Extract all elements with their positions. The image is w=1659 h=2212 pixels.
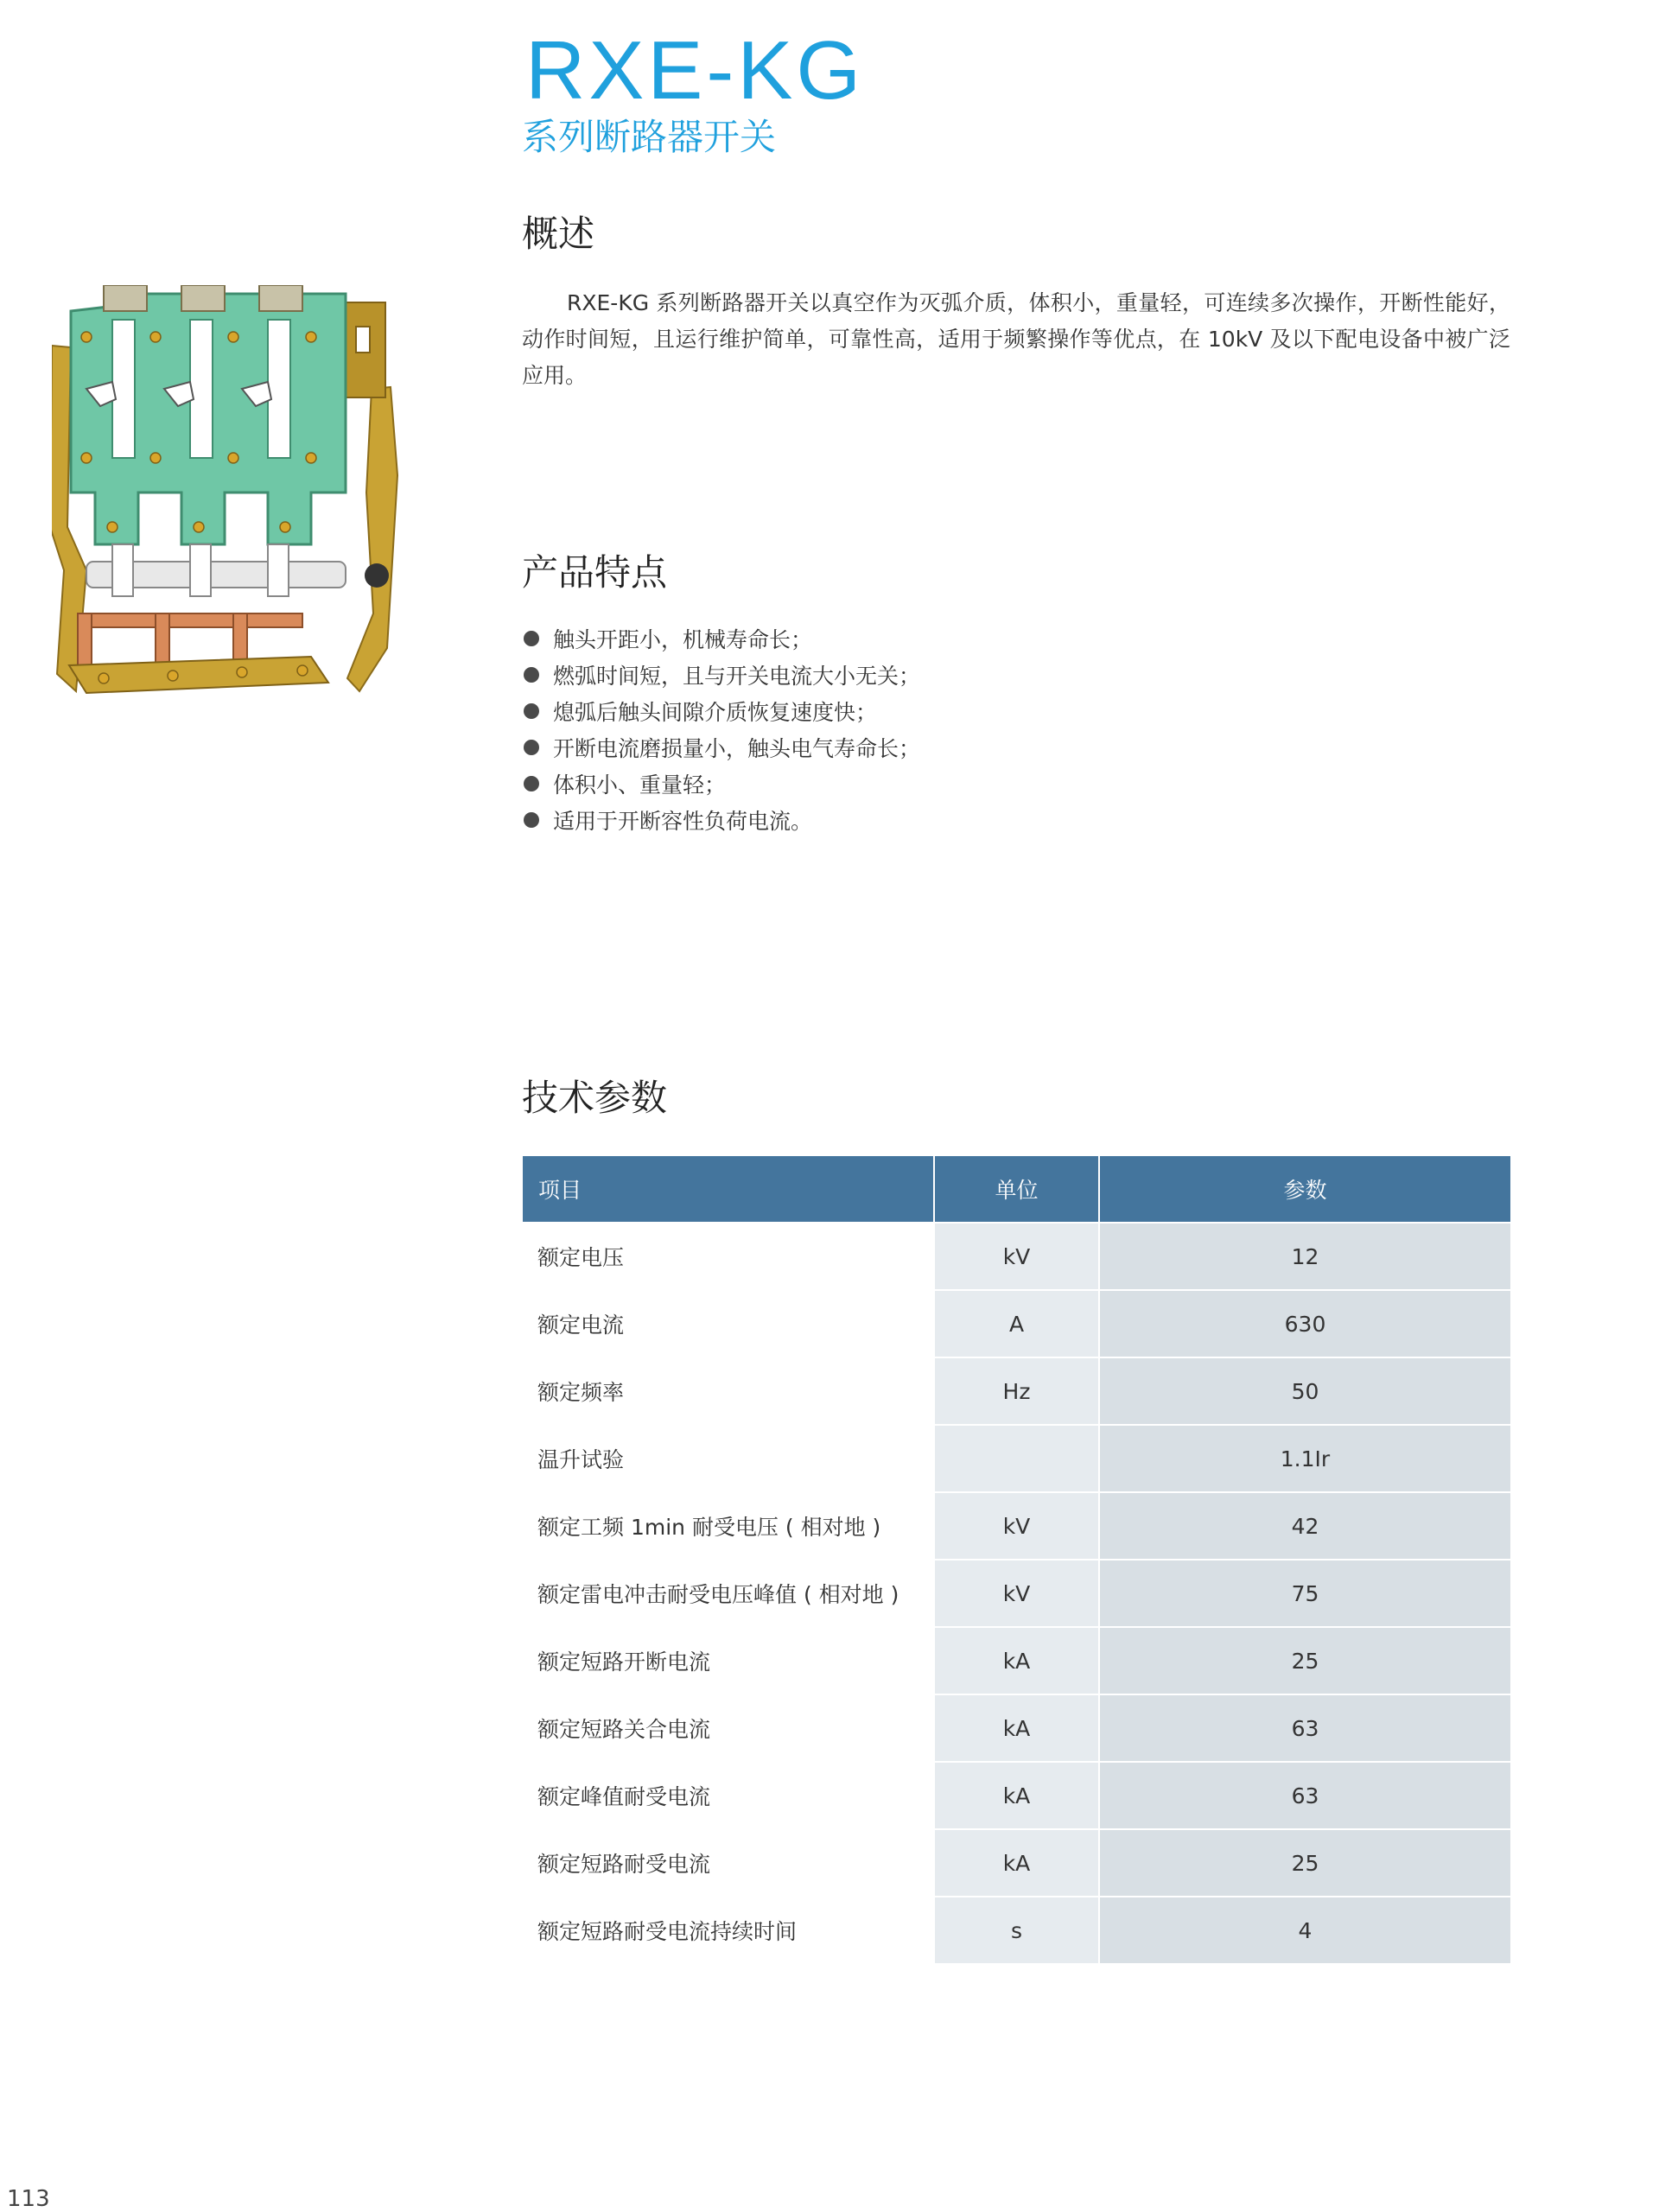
spec-value: 42 [1099,1492,1511,1560]
bullet-dot-icon [524,667,539,683]
feature-text: 适用于开断容性负荷电流。 [553,809,813,834]
spec-name: 额定短路耐受电流 [522,1829,934,1897]
spec-value: 63 [1099,1694,1511,1762]
spec-unit: kV [934,1223,1099,1290]
feature-item [522,766,920,802]
feature-text: 体积小、重量轻； [553,772,727,798]
spec-unit: kV [934,1560,1099,1627]
spec-row [522,1223,1511,1290]
header-unit: 单位 [934,1155,1099,1223]
spec-table [521,1154,1512,1963]
spec-unit: kA [934,1627,1099,1694]
spec-value: 25 [1099,1627,1511,1694]
spec-unit: A [934,1290,1099,1357]
spec-value: 1.1Ir [1099,1425,1511,1492]
spec-value: 4 [1099,1897,1511,1963]
spec-value: 63 [1099,1762,1511,1829]
page-number: 113 [7,2186,50,2212]
feature-text: 熄弧后触头间隙介质恢复速度快； [553,700,878,725]
spec-name: 额定频率 [522,1357,934,1425]
bullet-dot-icon [524,812,539,828]
spec-row [522,1762,1511,1829]
spec-unit: s [934,1897,1099,1963]
spec-row [522,1694,1511,1762]
spec-row [522,1560,1511,1627]
spec-unit: kA [934,1694,1099,1762]
spec-header-row [522,1155,1511,1223]
spec-unit: kA [934,1762,1099,1829]
feature-item [522,657,920,693]
specs-title: 技术参数 [522,1077,668,1119]
spec-name: 额定电压 [522,1223,934,1290]
circuit-breaker-photo [52,285,415,700]
feature-text: 燃弧时间短，且与开关电流大小无关； [553,664,921,689]
feature-text: 触头开距小，机械寿命长； [553,627,813,652]
spec-unit: kA [934,1829,1099,1897]
spec-unit [934,1425,1099,1492]
spec-name: 额定短路关合电流 [522,1694,934,1762]
feature-item [522,693,920,729]
product-model-title: RXE-KG [525,24,865,117]
feature-item [522,802,920,838]
feature-item [522,729,920,766]
spec-value: 75 [1099,1560,1511,1627]
spec-value: 25 [1099,1829,1511,1897]
spec-row [522,1425,1511,1492]
overview-text: RXE-KG 系列断路器开关以真空作为灭弧介质，体积小，重量轻，可连续多次操作，开断性能好，动作时间短，且运行维护简单，可靠性高，适用于频繁操作等优点，在 10kV 及以下配电设备中被广泛应用。 [522,290,1510,388]
spec-name: 温升试验 [522,1425,934,1492]
spec-value: 50 [1099,1357,1511,1425]
feature-list [522,620,920,838]
bullet-dot-icon [524,776,539,791]
spec-row [522,1290,1511,1357]
bullet-dot-icon [524,703,539,719]
spec-name: 额定短路开断电流 [522,1627,934,1694]
bullet-dot-icon [524,631,539,646]
spec-value: 12 [1099,1223,1511,1290]
spec-unit: Hz [934,1357,1099,1425]
overview-title: 概述 [522,213,595,255]
spec-name: 额定工频 1min 耐受电压 ( 相对地 ) [522,1492,934,1560]
spec-unit: kV [934,1492,1099,1560]
spec-name: 额定短路耐受电流持续时间 [522,1897,934,1963]
header-item: 项目 [522,1155,934,1223]
spec-value: 630 [1099,1290,1511,1357]
spec-row [522,1492,1511,1560]
spec-row [522,1357,1511,1425]
feature-item [522,620,920,657]
spec-name: 额定峰值耐受电流 [522,1762,934,1829]
features-title: 产品特点 [522,551,668,594]
spec-name: 额定电流 [522,1290,934,1357]
spec-row [522,1897,1511,1963]
spec-row [522,1627,1511,1694]
spec-name: 额定雷电冲击耐受电压峰值 ( 相对地 ) [522,1560,934,1627]
header-value: 参数 [1099,1155,1511,1223]
feature-text: 开断电流磨损量小，触头电气寿命长； [553,736,921,761]
bullet-dot-icon [524,740,539,755]
spec-row [522,1829,1511,1897]
product-subtitle: 系列断路器开关 [522,116,777,158]
